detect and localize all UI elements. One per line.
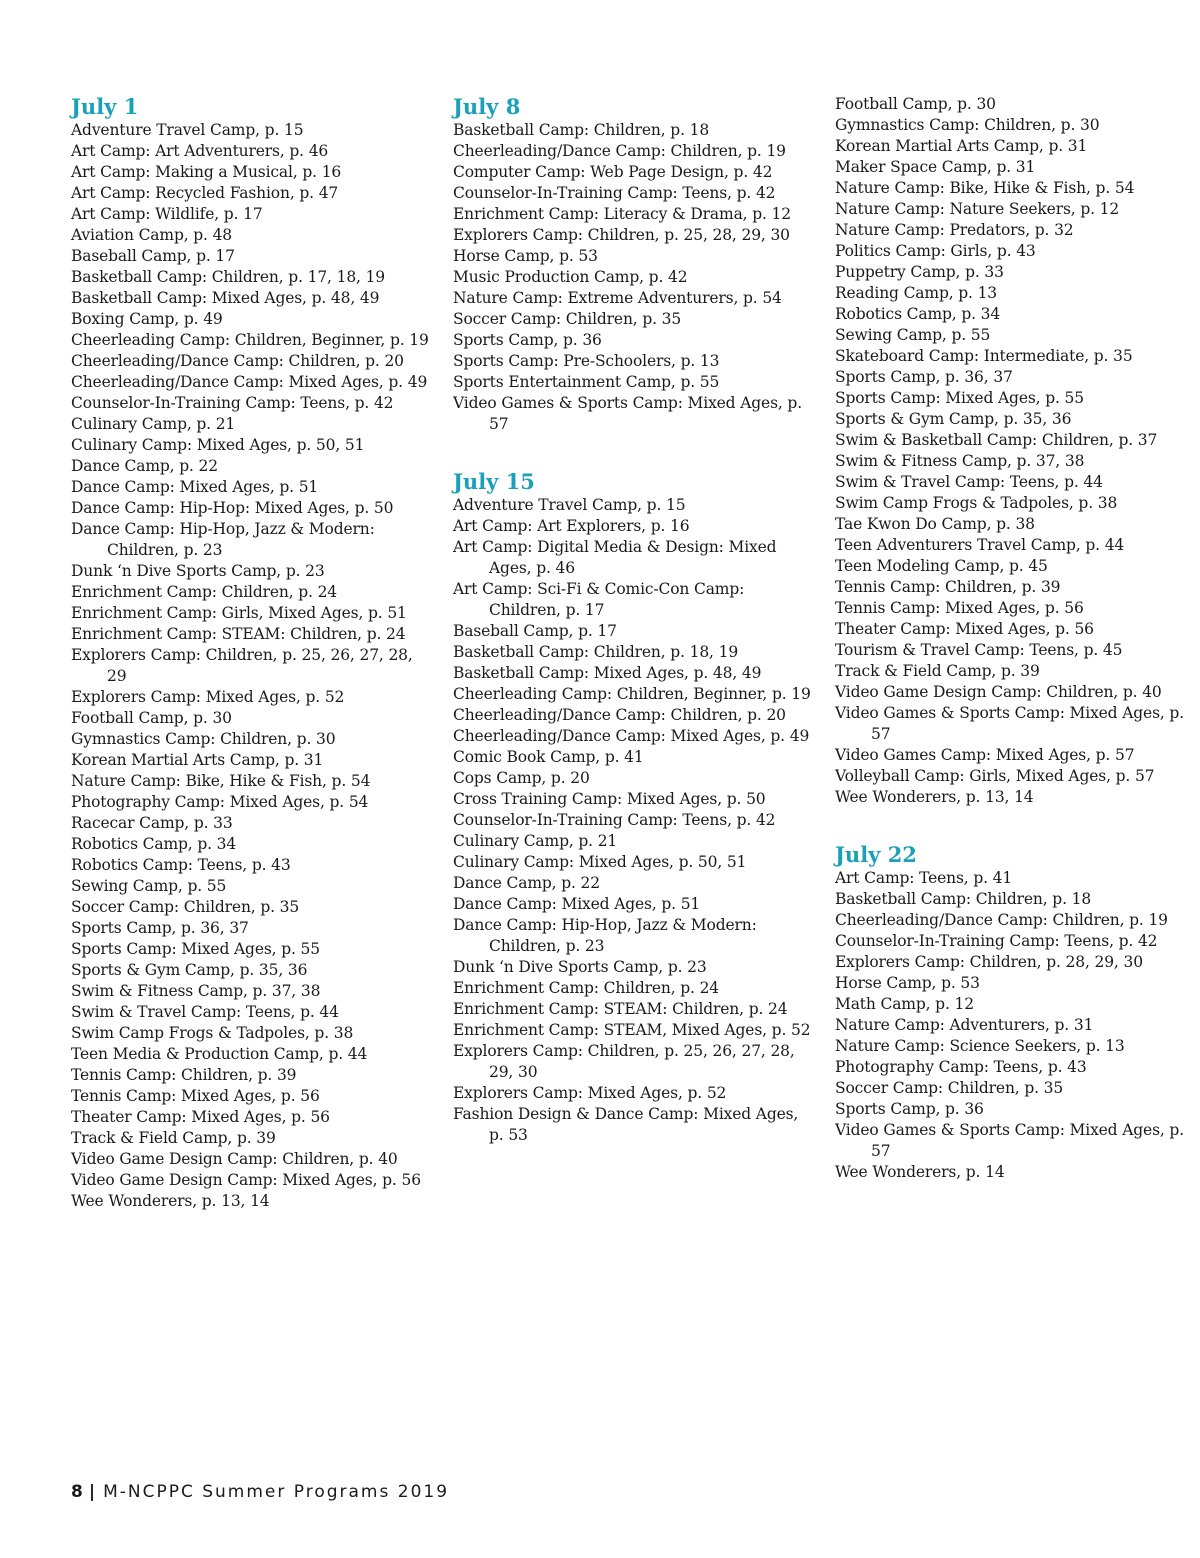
camp-entry: Basketball Camp: Children, p. 18, 19: [453, 643, 739, 661]
camp-entry: Cheerleading/Dance Camp: Children, p. 19: [453, 142, 786, 160]
camp-entry: Swim & Fitness Camp, p. 37, 38: [835, 452, 1085, 470]
camp-entry: Sports Camp: Mixed Ages, p. 55: [71, 940, 320, 958]
camp-entry: Nature Camp: Nature Seekers, p. 12: [835, 200, 1120, 218]
camp-entry: Sports Camp: Mixed Ages, p. 55: [835, 389, 1084, 407]
publication-title: M-NCPPC Summer Programs 2019: [103, 1482, 450, 1502]
camp-entry: Art Camp: Art Explorers, p. 16: [453, 517, 690, 535]
camp-entry: Cheerleading/Dance Camp: Children, p. 20: [71, 352, 404, 370]
camp-entry: Sports Camp: Pre-Schoolers, p. 13: [453, 352, 720, 370]
section-heading-july-1: July 1: [71, 94, 139, 119]
camp-entry: Cheerleading/Dance Camp: Children, p. 19: [835, 911, 1168, 929]
camp-entry: Art Camp: Art Adventurers, p. 46: [71, 142, 329, 160]
camp-entry: Counselor-In-Training Camp: Teens, p. 42: [835, 932, 1158, 950]
camp-entry: Art Camp: Making a Musical, p. 16: [71, 163, 342, 181]
camp-entry: Sports & Gym Camp, p. 35, 36: [71, 961, 308, 979]
footer-separator: |: [88, 1482, 98, 1502]
camp-entry: Enrichment Camp: Literacy & Drama, p. 12: [453, 205, 791, 223]
camp-entry: Basketball Camp: Children, p. 17, 18, 19: [71, 268, 386, 286]
camp-entry: Soccer Camp: Children, p. 35: [453, 310, 682, 328]
camp-entry: Puppetry Camp, p. 33: [835, 263, 1004, 281]
camp-entry: Video Game Design Camp: Children, p. 40: [835, 683, 1162, 701]
camp-entry: Basketball Camp: Mixed Ages, p. 48, 49: [453, 664, 762, 682]
camp-entry: Boxing Camp, p. 49: [71, 310, 223, 328]
camp-entry: Culinary Camp, p. 21: [453, 832, 618, 850]
camp-entry: Basketball Camp: Mixed Ages, p. 48, 49: [71, 289, 380, 307]
camp-entry: Nature Camp: Predators, p. 32: [835, 221, 1074, 239]
camp-entry: Cheerleading/Dance Camp: Mixed Ages, p. 49: [453, 727, 810, 745]
camp-entry: Tennis Camp: Children, p. 39: [71, 1066, 297, 1084]
camp-entry: Football Camp, p. 30: [835, 95, 996, 113]
camp-entry: Basketball Camp: Children, p. 18: [453, 121, 710, 139]
camp-entry: Teen Modeling Camp, p. 45: [835, 557, 1048, 575]
camp-entry: Sports Camp, p. 36, 37: [71, 919, 249, 937]
camp-entry: Sports & Gym Camp, p. 35, 36: [835, 410, 1072, 428]
camp-entry: Politics Camp: Girls, p. 43: [835, 242, 1036, 260]
camp-entry: Tae Kwon Do Camp, p. 38: [835, 515, 1035, 533]
camp-entry: Photography Camp: Mixed Ages, p. 54: [71, 793, 369, 811]
column-2: [453, 94, 813, 1146]
camp-entry: Adventure Travel Camp, p. 15: [71, 121, 304, 139]
camp-entry: Photography Camp: Teens, p. 43: [835, 1058, 1087, 1076]
camp-entry: Dance Camp: Hip-Hop, Jazz & Modern: Children, p. 23: [71, 520, 375, 559]
camp-entry: Maker Space Camp, p. 31: [835, 158, 1036, 176]
camp-entry: Swim Camp Frogs & Tadpoles, p. 38: [835, 494, 1118, 512]
camp-entry: Wee Wonderers, p. 13, 14: [71, 1192, 270, 1210]
camp-entry: Soccer Camp: Children, p. 35: [71, 898, 300, 916]
camp-entry: Sports Camp, p. 36: [453, 331, 602, 349]
camp-entry: Enrichment Camp: Children, p. 24: [453, 979, 720, 997]
camp-entry: Art Camp: Digital Media & Design: Mixed Ages, p. 46: [453, 538, 777, 577]
camp-entry: Teen Adventurers Travel Camp, p. 44: [835, 536, 1125, 554]
camp-entry: Enrichment Camp: STEAM: Children, p. 24: [71, 625, 406, 643]
camp-entry: Counselor-In-Training Camp: Teens, p. 42: [453, 184, 776, 202]
camp-list-july-8-continued: [835, 94, 1195, 808]
camp-entry: Art Camp: Sci-Fi & Comic-Con Camp: Children, p. 17: [453, 580, 745, 619]
camp-entry: Dunk ‘n Dive Sports Camp, p. 23: [453, 958, 707, 976]
camp-entry: Nature Camp: Extreme Adventurers, p. 54: [453, 289, 782, 307]
camp-entry: Explorers Camp: Children, p. 25, 26, 27, 28, 29: [71, 646, 413, 685]
camp-entry: Wee Wonderers, p. 14: [835, 1163, 1005, 1181]
camp-entry: Enrichment Camp: Girls, Mixed Ages, p. 51: [71, 604, 407, 622]
column-3: [835, 94, 1195, 1183]
camp-list-july-15: [453, 495, 813, 1146]
camp-entry: Tennis Camp: Mixed Ages, p. 56: [71, 1087, 320, 1105]
camp-entry: Explorers Camp: Mixed Ages, p. 52: [71, 688, 345, 706]
camp-entry: Enrichment Camp: STEAM, Mixed Ages, p. 52: [453, 1021, 811, 1039]
camp-entry: Gymnastics Camp: Children, p. 30: [835, 116, 1100, 134]
camp-entry: Cross Training Camp: Mixed Ages, p. 50: [453, 790, 766, 808]
camp-entry: Korean Martial Arts Camp, p. 31: [835, 137, 1088, 155]
camp-entry: Enrichment Camp: Children, p. 24: [71, 583, 338, 601]
camp-entry: Swim & Basketball Camp: Children, p. 37: [835, 431, 1158, 449]
camp-entry: Art Camp: Teens, p. 41: [835, 869, 1013, 887]
camp-entry: Swim & Travel Camp: Teens, p. 44: [71, 1003, 339, 1021]
camp-entry: Korean Martial Arts Camp, p. 31: [71, 751, 324, 769]
camp-entry: Math Camp, p. 12: [835, 995, 974, 1013]
camp-entry: Tourism & Travel Camp: Teens, p. 45: [835, 641, 1123, 659]
page-footer: [71, 1482, 449, 1502]
camp-entry: Aviation Camp, p. 48: [71, 226, 233, 244]
camp-entry: Baseball Camp, p. 17: [71, 247, 235, 265]
camp-entry: Swim & Travel Camp: Teens, p. 44: [835, 473, 1103, 491]
camp-entry: Cops Camp, p. 20: [453, 769, 590, 787]
camp-entry: Counselor-In-Training Camp: Teens, p. 42: [71, 394, 394, 412]
camp-entry: Swim Camp Frogs & Tadpoles, p. 38: [71, 1024, 354, 1042]
camp-entry: Dance Camp: Mixed Ages, p. 51: [71, 478, 319, 496]
camp-entry: Sewing Camp, p. 55: [835, 326, 991, 344]
camp-entry: Robotics Camp: Teens, p. 43: [71, 856, 291, 874]
camp-entry: Music Production Camp, p. 42: [453, 268, 688, 286]
camp-entry: Track & Field Camp, p. 39: [835, 662, 1040, 680]
camp-entry: Volleyball Camp: Girls, Mixed Ages, p. 57: [835, 767, 1155, 785]
camp-entry: Adventure Travel Camp, p. 15: [453, 496, 686, 514]
camp-list-july-1: [71, 120, 431, 1212]
camp-entry: Video Games & Sports Camp: Mixed Ages, p. 57: [835, 1121, 1184, 1160]
camp-entry: Video Game Design Camp: Children, p. 40: [71, 1150, 398, 1168]
camp-entry: Sewing Camp, p. 55: [71, 877, 227, 895]
camp-entry: Dance Camp: Hip-Hop: Mixed Ages, p. 50: [71, 499, 394, 517]
camp-entry: Gymnastics Camp: Children, p. 30: [71, 730, 336, 748]
camp-entry: Culinary Camp, p. 21: [71, 415, 236, 433]
camp-entry: Cheerleading/Dance Camp: Mixed Ages, p. 49: [71, 373, 428, 391]
camp-entry: Dance Camp: Mixed Ages, p. 51: [453, 895, 701, 913]
camp-entry: Dance Camp: Hip-Hop, Jazz & Modern: Children, p. 23: [453, 916, 757, 955]
camp-entry: Sports Camp, p. 36: [835, 1100, 984, 1118]
camp-entry: Sports Camp, p. 36, 37: [835, 368, 1013, 386]
camp-entry: Theater Camp: Mixed Ages, p. 56: [71, 1108, 330, 1126]
camp-entry: Teen Media & Production Camp, p. 44: [71, 1045, 368, 1063]
camp-entry: Computer Camp: Web Page Design, p. 42: [453, 163, 773, 181]
camp-entry: Explorers Camp: Children, p. 25, 28, 29, 30: [453, 226, 790, 244]
camp-entry: Explorers Camp: Mixed Ages, p. 52: [453, 1084, 727, 1102]
camp-entry: Baseball Camp, p. 17: [453, 622, 617, 640]
camp-entry: Video Games Camp: Mixed Ages, p. 57: [835, 746, 1135, 764]
camp-entry: Football Camp, p. 30: [71, 709, 232, 727]
section-heading-july-8: July 8: [453, 94, 521, 119]
camp-entry: Horse Camp, p. 53: [453, 247, 598, 265]
camp-entry: Sports Entertainment Camp, p. 55: [453, 373, 720, 391]
camp-entry: Nature Camp: Science Seekers, p. 13: [835, 1037, 1125, 1055]
camp-entry: Skateboard Camp: Intermediate, p. 35: [835, 347, 1133, 365]
camp-entry: Counselor-In-Training Camp: Teens, p. 42: [453, 811, 776, 829]
camp-entry: Dance Camp, p. 22: [71, 457, 218, 475]
camp-list-july-22: [835, 868, 1195, 1183]
camp-entry: Enrichment Camp: STEAM: Children, p. 24: [453, 1000, 788, 1018]
camp-entry: Cheerleading Camp: Children, Beginner, p. 19: [71, 331, 429, 349]
camp-entry: Explorers Camp: Children, p. 28, 29, 30: [835, 953, 1143, 971]
camp-entry: Comic Book Camp, p. 41: [453, 748, 644, 766]
camp-entry: Nature Camp: Adventurers, p. 31: [835, 1016, 1094, 1034]
camp-entry: Tennis Camp: Children, p. 39: [835, 578, 1061, 596]
camp-entry: Wee Wonderers, p. 13, 14: [835, 788, 1034, 806]
camp-entry: Swim & Fitness Camp, p. 37, 38: [71, 982, 321, 1000]
camp-entry: Soccer Camp: Children, p. 35: [835, 1079, 1064, 1097]
camp-entry: Cheerleading/Dance Camp: Children, p. 20: [453, 706, 786, 724]
column-1: [71, 94, 431, 1212]
camp-entry: Nature Camp: Bike, Hike & Fish, p. 54: [71, 772, 371, 790]
camp-entry: Art Camp: Recycled Fashion, p. 47: [71, 184, 339, 202]
camp-entry: Art Camp: Wildlife, p. 17: [71, 205, 263, 223]
camp-entry: Explorers Camp: Children, p. 25, 26, 27, 28, 29, 30: [453, 1042, 795, 1081]
camp-entry: Culinary Camp: Mixed Ages, p. 50, 51: [71, 436, 365, 454]
section-heading-july-15: July 15: [453, 469, 535, 494]
camp-entry: Culinary Camp: Mixed Ages, p. 50, 51: [453, 853, 747, 871]
camp-entry: Video Game Design Camp: Mixed Ages, p. 56: [71, 1171, 421, 1189]
camp-entry: Track & Field Camp, p. 39: [71, 1129, 276, 1147]
camp-entry: Cheerleading Camp: Children, Beginner, p. 19: [453, 685, 811, 703]
camp-entry: Video Games & Sports Camp: Mixed Ages, p. 57: [453, 394, 802, 433]
camp-entry: Robotics Camp, p. 34: [835, 305, 1001, 323]
camp-entry: Reading Camp, p. 13: [835, 284, 998, 302]
camp-entry: Nature Camp: Bike, Hike & Fish, p. 54: [835, 179, 1135, 197]
camp-entry: Theater Camp: Mixed Ages, p. 56: [835, 620, 1094, 638]
page-number: 8: [71, 1482, 83, 1502]
camp-entry: Dance Camp, p. 22: [453, 874, 600, 892]
camp-entry: Robotics Camp, p. 34: [71, 835, 237, 853]
camp-entry: Dunk ‘n Dive Sports Camp, p. 23: [71, 562, 325, 580]
camp-list-july-8: [453, 120, 813, 435]
section-heading-july-22: July 22: [835, 842, 917, 867]
camp-entry: Basketball Camp: Children, p. 18: [835, 890, 1092, 908]
camp-entry: Tennis Camp: Mixed Ages, p. 56: [835, 599, 1084, 617]
camp-entry: Video Games & Sports Camp: Mixed Ages, p. 57: [835, 704, 1184, 743]
camp-entry: Racecar Camp, p. 33: [71, 814, 233, 832]
camp-entry: Fashion Design & Dance Camp: Mixed Ages, p. 53: [453, 1105, 799, 1144]
camp-entry: Horse Camp, p. 53: [835, 974, 980, 992]
